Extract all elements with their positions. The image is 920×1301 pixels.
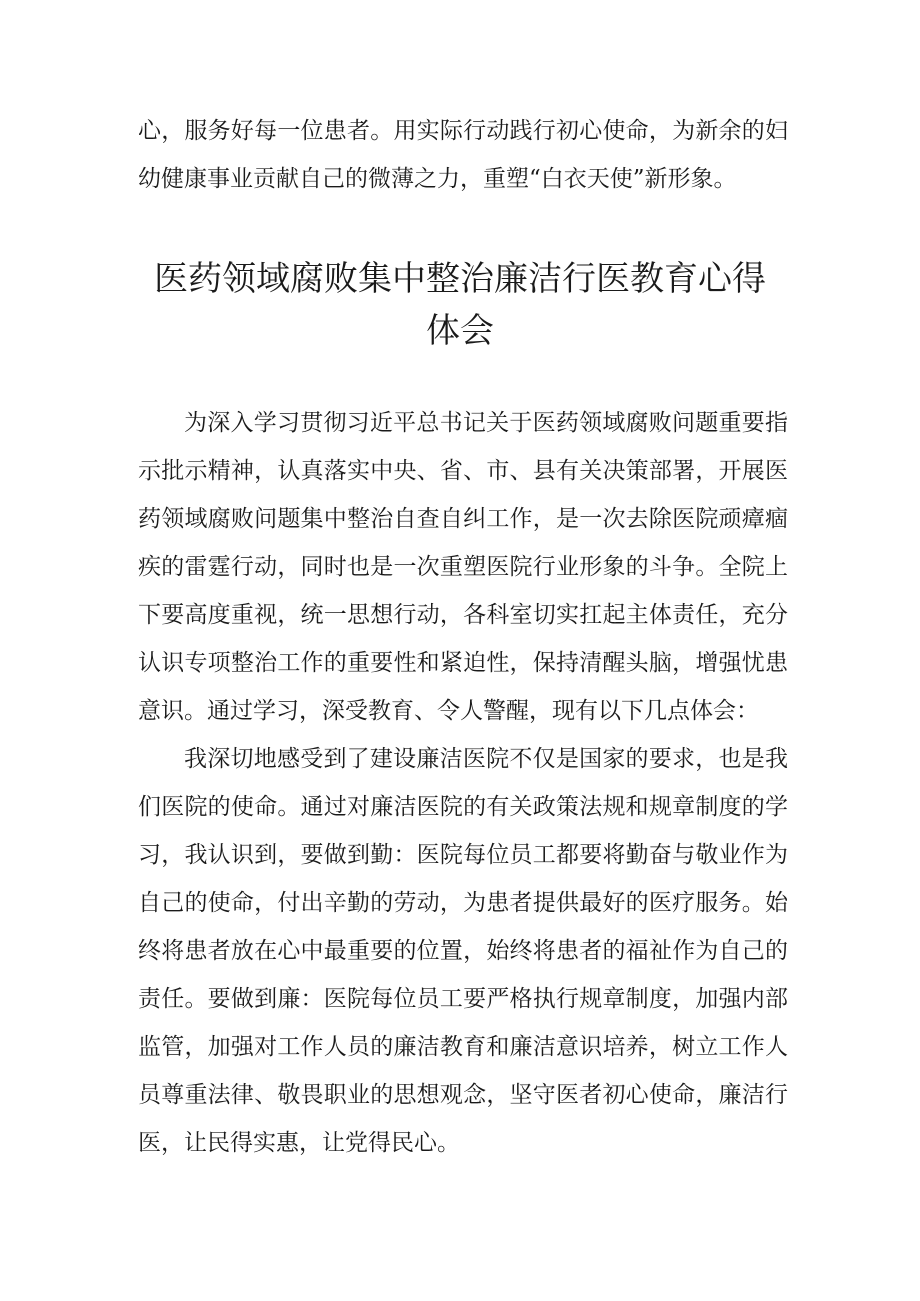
paragraph-2-line: 员尊重法律、敬畏职业的思想观念，坚守医者初心使命，廉洁行 <box>138 1082 788 1108</box>
paragraph-2-line: 习，我认识到，要做到勤：医院每位员工都要将勤奋与敬业作为 <box>138 842 788 868</box>
paragraph-1-line: 为深入学习贯彻习近平总书记关于医药领域腐败问题重要指 <box>184 410 788 436</box>
paragraph-1-line: 药领域腐败问题集中整治自查自纠工作，是一次去除医院顽瘴痼 <box>138 506 788 532</box>
paragraph-2-line: 们医院的使命。通过对廉洁医院的有关政策法规和规章制度的学 <box>138 794 788 820</box>
intro-line-1: 心，服务好每一位患者。用实际行动践行初心使命，为新余的妇 <box>138 118 788 144</box>
paragraph-2-line: 终将患者放在心中最重要的位置，始终将患者的福祉作为自己的 <box>138 938 788 964</box>
article-title-line-1: 医药领域腐败集中整治廉洁行医教育心得 <box>154 259 766 299</box>
paragraph-2-line: 我深切地感受到了建设廉洁医院不仅是国家的要求，也是我 <box>184 746 788 772</box>
paragraph-1-line: 下要高度重视，统一思想行动，各科室切实扛起主体责任，充分 <box>138 602 788 628</box>
paragraph-1-line: 认识专项整治工作的重要性和紧迫性，保持清醒头脑，增强忧患 <box>138 650 788 676</box>
paragraph-2-line: 自己的使命，付出辛勤的劳动，为患者提供最好的医疗服务。始 <box>138 890 788 916</box>
paragraph-2-line: 责任。要做到廉：医院每位员工要严格执行规章制度，加强内部 <box>138 986 788 1012</box>
article-title-line-2: 体会 <box>426 311 494 351</box>
paragraph-1-line: 疾的雷霆行动，同时也是一次重塑医院行业形象的斗争。全院上 <box>138 554 788 580</box>
paragraph-1-line: 意识。通过学习，深受教育、令人警醒，现有以下几点体会： <box>138 698 759 724</box>
paragraph-2-line: 监管，加强对工作人员的廉洁教育和廉洁意识培养，树立工作人 <box>138 1034 788 1060</box>
intro-line-2: 幼健康事业贡献自己的微薄之力，重塑“白衣天使”新形象。 <box>138 166 737 192</box>
paragraph-2-line: 医，让民得实惠，让党得民心。 <box>138 1130 460 1156</box>
paragraph-1-line: 示批示精神，认真落实中央、省、市、县有关决策部署，开展医 <box>138 458 788 484</box>
